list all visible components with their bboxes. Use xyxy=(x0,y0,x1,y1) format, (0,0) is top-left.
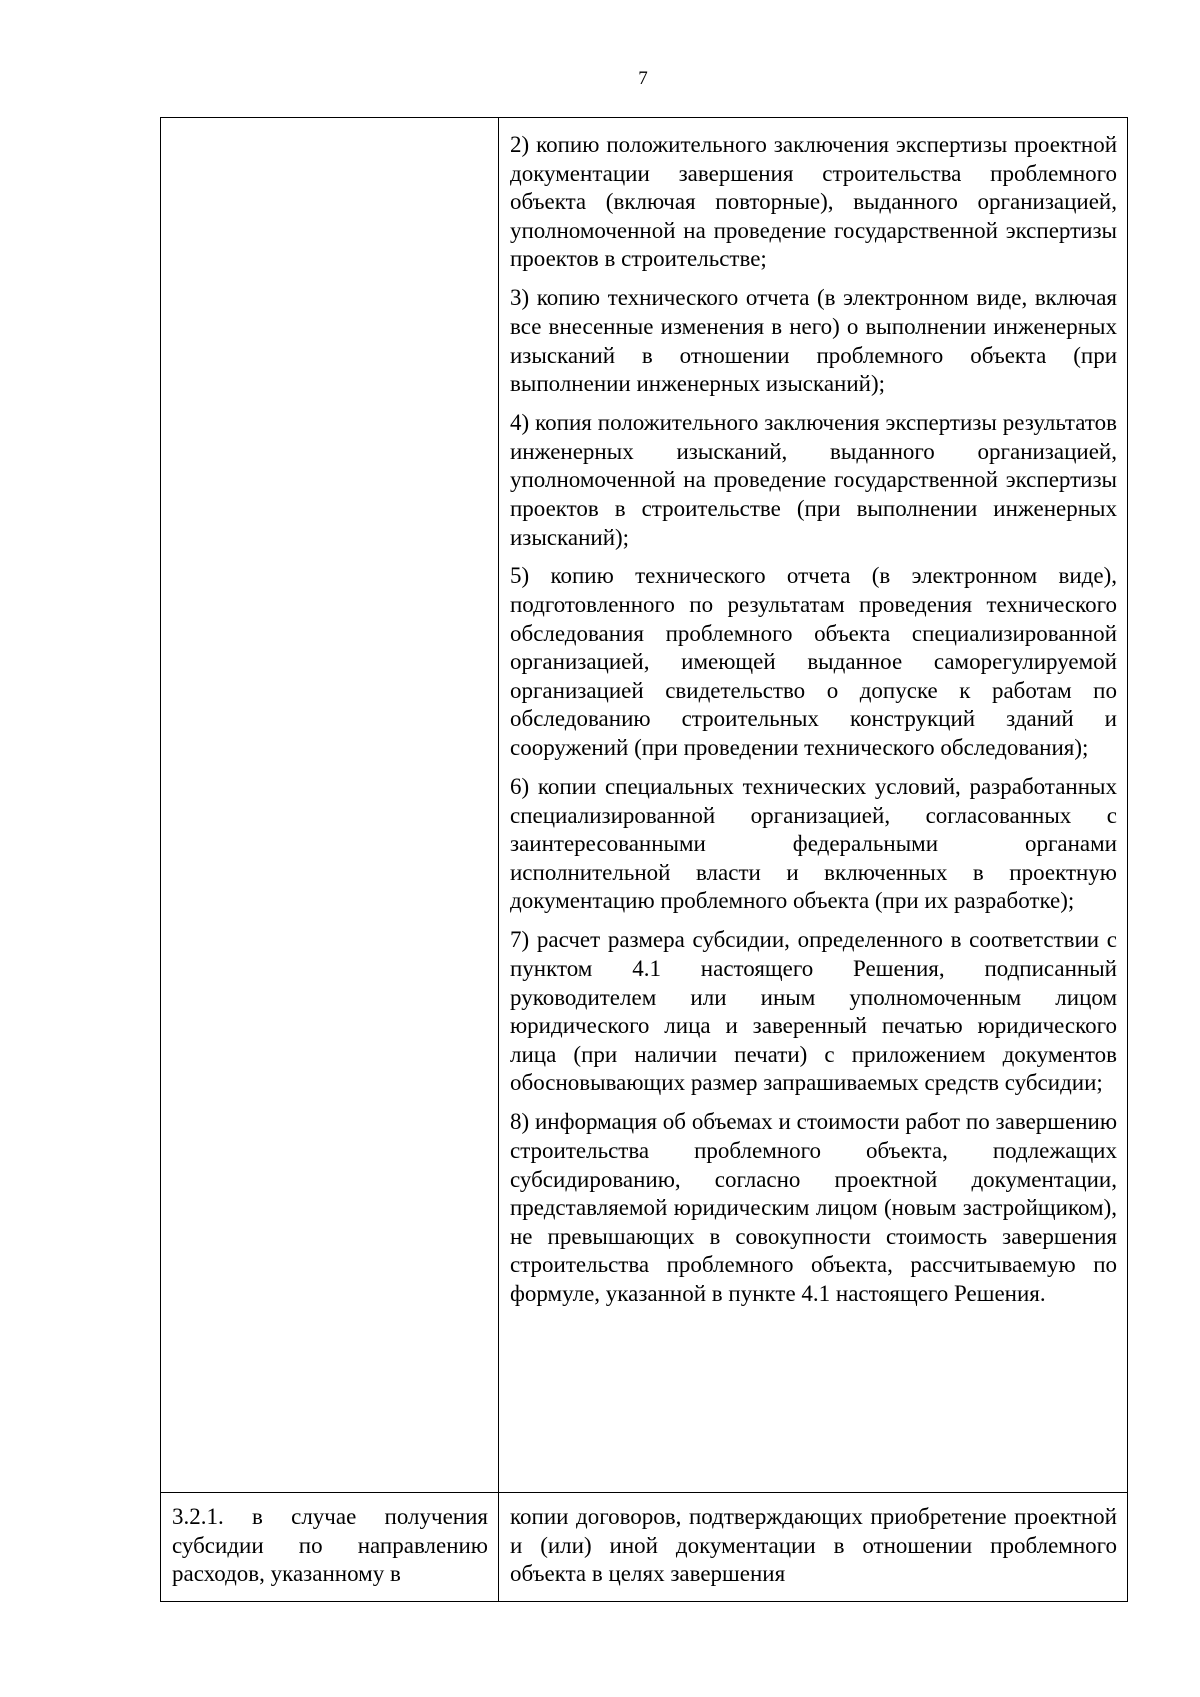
table-cell-right xyxy=(499,118,1128,1493)
table-row xyxy=(161,1493,1128,1602)
page-number: 7 xyxy=(638,68,648,89)
table-cell-right xyxy=(499,1493,1128,1602)
table-cell-text: копии договоров, подтверждающих приобретение проектной и (или) иной документации в отношении проблемного объекта в целях завершения xyxy=(510,1504,1117,1587)
list-item: 6) копии специальных технических условий, разработанных специализированной организацией, согласованных с заинтересованными федеральными органами исполнительной власти и включенных в проектную документацию проблемного объекта (при их разработке); xyxy=(510,774,1117,914)
document-table xyxy=(160,117,1128,1602)
table-cell-left xyxy=(161,1493,499,1602)
list-item: 7) расчет размера субсидии, определенного в соответствии с пунктом 4.1 настоящего Решения, подписанный руководителем или иным уполномоченным лицом юридического лица и заверенный печатью юридического лица (при наличии печати) с приложением документов обосновывающих размер запрашиваемых средств субсидии; xyxy=(510,927,1117,1096)
list-item: 2) копию положительного заключения экспертизы проектной документации завершения строительства проблемного объекта (включая повторные), выданного организацией, уполномоченной на проведение государственной экспертизы проектов в строительстве; xyxy=(510,132,1117,272)
list-item: 3) копию технического отчета (в электронном виде, включая все внесенные изменения в него) о выполнении инженерных изысканий в отношении проблемного объекта (при выполнении инженерных изысканий); xyxy=(510,285,1117,397)
list-item: 5) копию технического отчета (в электронном виде), подготовленного по результатам проведения технического обследования проблемного объекта специализированной организацией, имеющей выданное саморегулируемой организацией свидетельство о допуске к работам по обследованию строительных конструкций зданий и сооружений (при проведении технического обследования); xyxy=(510,563,1117,761)
table-cell-left xyxy=(161,118,499,1493)
list-item: 8) информация об объемах и стоимости работ по завершению строительства проблемного объекта, подлежащих субсидированию, согласно проектной документации, представляемой юридическим лицом (новым застройщиком), не превышающих в совокупности стоимость завершения строительства проблемного объекта, рассчитываемую по формуле, указанной в пункте 4.1 настоящего Решения. xyxy=(510,1109,1117,1306)
table-row xyxy=(161,118,1128,1493)
list-item: 4) копия положительного заключения экспертизы результатов инженерных изысканий, выданного организацией, уполномоченной на проведение государственной экспертизы проектов в строительстве (при выполнении инженерных изысканий); xyxy=(510,410,1117,550)
table-cell-text: 3.2.1. в случае получения субсидии по направлению расходов, указанному в xyxy=(172,1504,488,1587)
